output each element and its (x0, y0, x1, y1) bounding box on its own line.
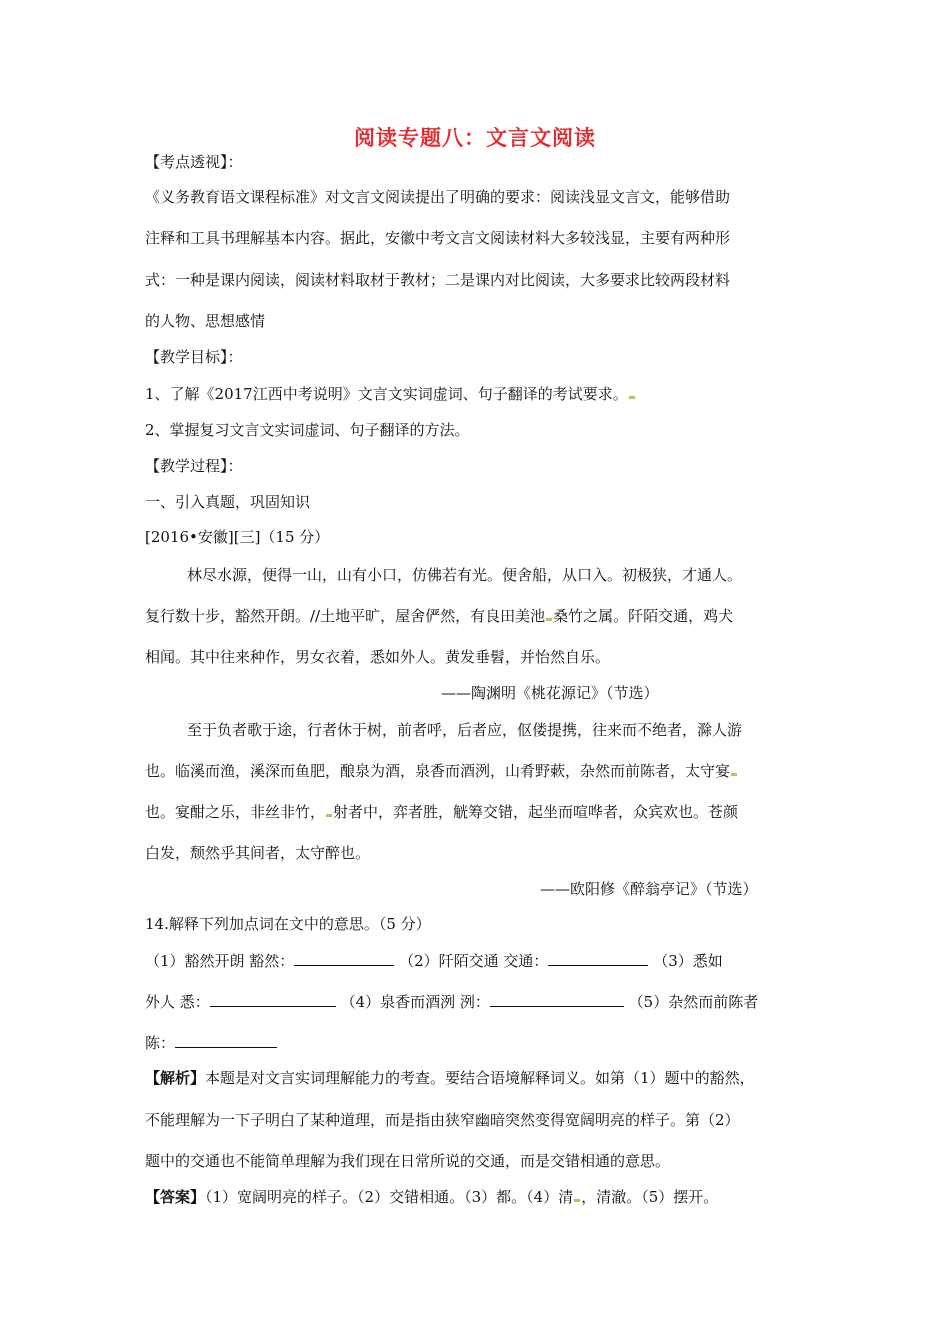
question-stem: 14.解释下列加点词在文中的意思。（5 分） (145, 915, 431, 933)
question-text: （5）杂然而前陈者 (628, 993, 759, 1011)
analysis-label: 【解析】 (145, 1069, 206, 1087)
passage-line: 相闻。其中往来种作，男女衣着，悉如外人。黄发垂髫，并怡然自乐。 (145, 648, 611, 666)
answer-text: （1）宽阔明亮的样子。（2）交错相通。（3）都。（4）清 (205, 1188, 574, 1206)
answer-blank[interactable] (548, 951, 648, 966)
passage-line: 白发，颓然乎其间者，太守醉也。 (145, 844, 371, 862)
passage-source: ——欧阳修《醉翁亭记》（节选） (540, 880, 758, 898)
mubiao-heading: 【教学目标】： (145, 348, 243, 366)
goal-item: 2、掌握复习文言文实词虚词、句子翻译的方法。 (145, 421, 470, 439)
guocheng-heading: 【教学过程】： (145, 457, 243, 475)
passage-text: 也。临溪而渔，溪深而鱼肥，酿泉为酒，泉香而酒洌，山肴野蔌，杂然而前陈者，太守宴 (145, 762, 731, 780)
kaodian-paragraph-line: 的人物、思想感情 (145, 312, 266, 330)
goal-text: 1、了解《2017江西中考说明》文言文实词虚词、句子翻译的考试要求。 (145, 385, 628, 403)
kaodian-paragraph-line: 注释和工具书理解基本内容。据此，安徽中考文言文阅读材料大多较浅显，主要有两种形 (145, 229, 731, 247)
highlight-mark (731, 773, 737, 776)
question-text: 外人 悉： (145, 993, 210, 1011)
analysis-line (145, 1068, 755, 1088)
question-text: （4）泉香而酒洌 洌： (340, 993, 490, 1011)
kaodian-paragraph-line: 式：一种是课内阅读，阅读材料取材于教材；二是课内对比阅读，大多要求比较两段材料 (145, 271, 731, 289)
passage-line: 至于负者歌于途，行者休于树，前者呼，后者应，伛偻提携，往来而不绝者，滁人游 (187, 721, 743, 739)
highlight-mark (574, 1199, 580, 1202)
question-text: 陈： (145, 1034, 176, 1052)
passage-line: 林尽水源，便得一山，山有小口，仿佛若有光。便舍船，从口入。初极狭，才通人。 (187, 566, 743, 584)
answer-blank[interactable] (210, 992, 336, 1007)
step-heading: 一、引入真题，巩固知识 (145, 493, 311, 511)
answer-label: 【答案】 (145, 1188, 206, 1206)
question-line (145, 992, 758, 1012)
question-text: （3）悉如 (653, 952, 723, 970)
analysis-text: 本题是对文言实词理解能力的考查。要结合语境解释词义。如第（1）题中的豁然， (205, 1069, 755, 1087)
kaodian-paragraph-line: 《义务教育语文课程标准》对文言文阅读提出了明确的要求：阅读浅显文言文，能够借助 (145, 188, 731, 206)
passage-source: ——陶渊明《桃花源记》（节选） (441, 684, 659, 702)
highlight-mark (326, 814, 332, 817)
question-text: （1）豁然开朗 豁然： (145, 952, 295, 970)
answer-blank[interactable] (294, 951, 394, 966)
highlight-mark (546, 618, 552, 621)
highlight-mark (629, 396, 635, 399)
passage-text: 射者中，弈者胜，觥筹交错，起坐而喧哗者，众宾欢也。苍颜 (333, 803, 739, 821)
answer-blank[interactable] (175, 1033, 277, 1048)
passage-line (145, 606, 733, 626)
passage-text: 复行数十步，豁然开朗。//土地平旷，屋舍俨然，有良田美池 (145, 607, 546, 625)
question-line (145, 1033, 277, 1053)
question-line (145, 951, 723, 971)
passage-line (145, 761, 738, 781)
question-text: （2）阡陌交通 交通： (399, 952, 549, 970)
kaodian-heading: 【考点透视】： (145, 153, 243, 171)
passage-line (145, 802, 738, 822)
answer-line (145, 1187, 718, 1207)
exam-source: [2016•安徽][三]（15 分） (145, 528, 330, 546)
analysis-line: 不能理解为一下子明白了某种道理，而是指由狭窄幽暗突然变得宽阔明亮的样子。第（2） (145, 1111, 740, 1129)
answer-text: ，清澈。（5）摆开。 (581, 1188, 719, 1206)
passage-text: 也。宴酣之乐，非丝非竹， (145, 803, 326, 821)
answer-blank[interactable] (490, 992, 624, 1007)
analysis-line: 题中的交通也不能简单理解为我们现在日常所说的交通，而是交错相通的意思。 (145, 1152, 671, 1170)
passage-text: 桑竹之属。阡陌交通，鸡犬 (553, 607, 734, 625)
page-title: 阅读专题八：文言文阅读 (354, 126, 596, 150)
goal-item (145, 384, 636, 404)
